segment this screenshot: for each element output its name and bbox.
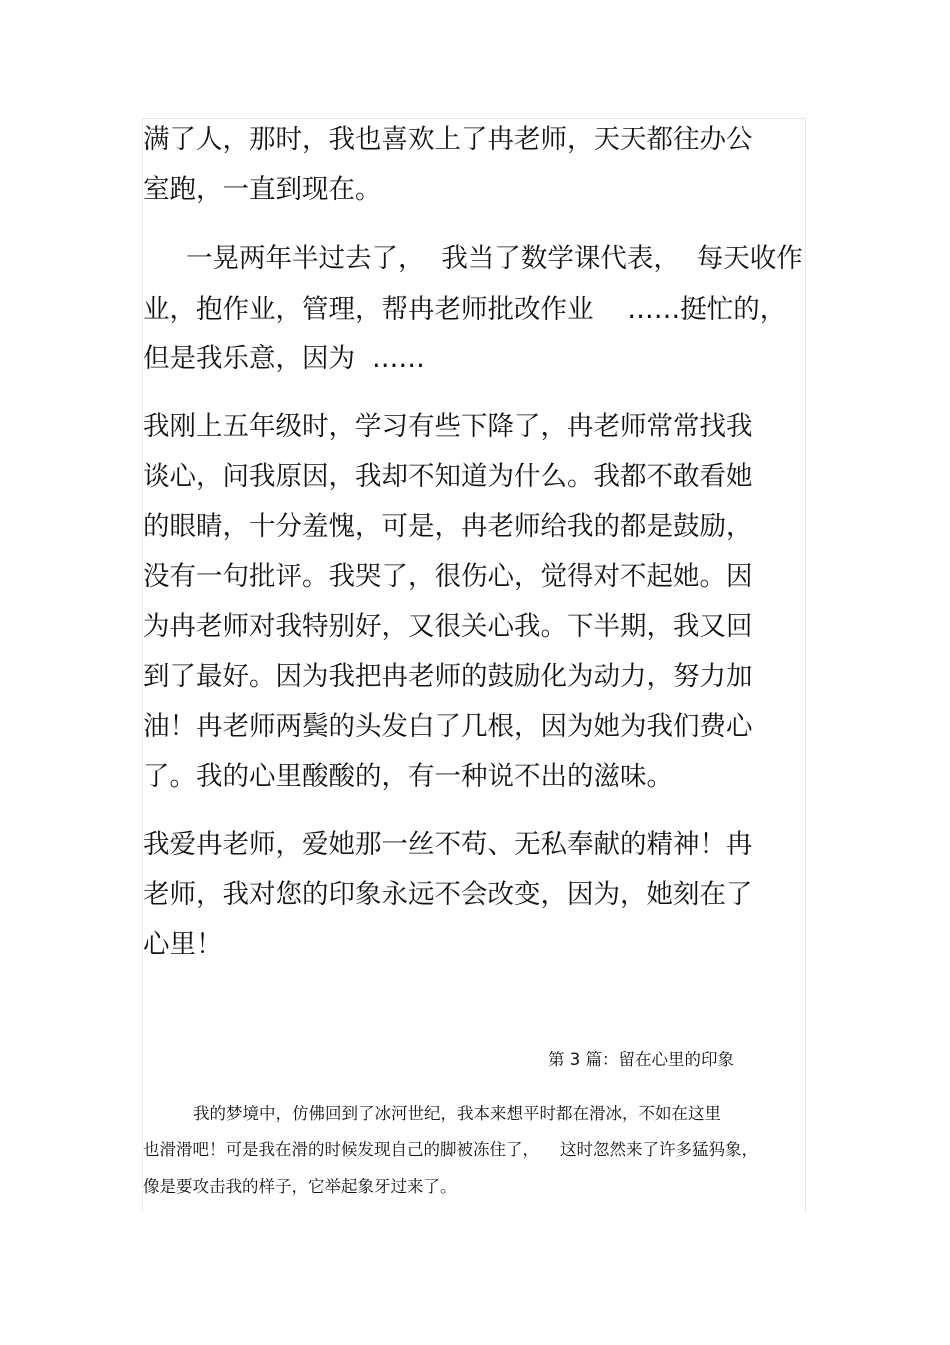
paragraph-3-line-2: 谈心，问我原因，我却不知道为什么。我都不敢看她	[143, 461, 753, 492]
paragraph-4-line-2: 老师，我对您的印象永远不会改变，因为，她刻在了	[143, 879, 753, 910]
paragraph-4-line-1: 我爱冉老师，爱她那一丝不苟、无私奉献的精神！冉	[143, 829, 753, 860]
paragraph-3-line-8: 了。我的心里酸酸的，有一种说不出的滋味。	[143, 761, 673, 792]
paragraph-4-line-3: 心里！	[143, 929, 223, 960]
paragraph-2-line-3: 但是我乐意，因为 ……	[143, 343, 425, 374]
paragraph-3-line-4: 没有一句批评。我哭了，很伤心，觉得对不起她。因	[143, 561, 753, 592]
section-3-line-3: 像是要攻击我的样子，它举起象牙过来了。	[143, 1177, 457, 1196]
section-heading: 第 3 篇：留在心里的印象	[548, 1050, 734, 1069]
paragraph-3-line-7: 油！冉老师两鬓的头发白了几根，因为她为我们费心	[143, 711, 753, 742]
paragraph-1-line-1: 满了人，那时，我也喜欢上了冉老师，天天都往办公	[143, 124, 753, 155]
paragraph-1-line-2: 室跑，一直到现在。	[143, 174, 382, 205]
section-3-line-2: 也滑滑吧！可是我在滑的时候发现自己的脚被冻住了， 这时忽然来了许多猛犸象，	[143, 1140, 758, 1159]
paragraph-2-line-2: 业，抱作业，管理，帮冉老师批改作业 ……挺忙的，	[143, 294, 787, 325]
section-3-line-1: 我的梦境中，仿佛回到了冰河世纪，我本来想平时都在滑冰，不如在这里	[193, 1104, 721, 1123]
paragraph-3-line-5: 为冉老师对我特别好，又很关心我。下半期，我又回	[143, 611, 753, 642]
paragraph-3-line-1: 我刚上五年级时，学习有些下降了，冉老师常常找我	[143, 411, 753, 442]
paragraph-3-line-6: 到了最好。因为我把冉老师的鼓励化为动力，努力加	[143, 661, 753, 692]
paragraph-3-line-3: 的眼睛，十分羞愧，可是，冉老师给我的都是鼓励，	[143, 511, 753, 542]
paragraph-2-line-1: 一晃两年半过去了， 我当了数学课代表， 每天收作	[186, 243, 803, 274]
